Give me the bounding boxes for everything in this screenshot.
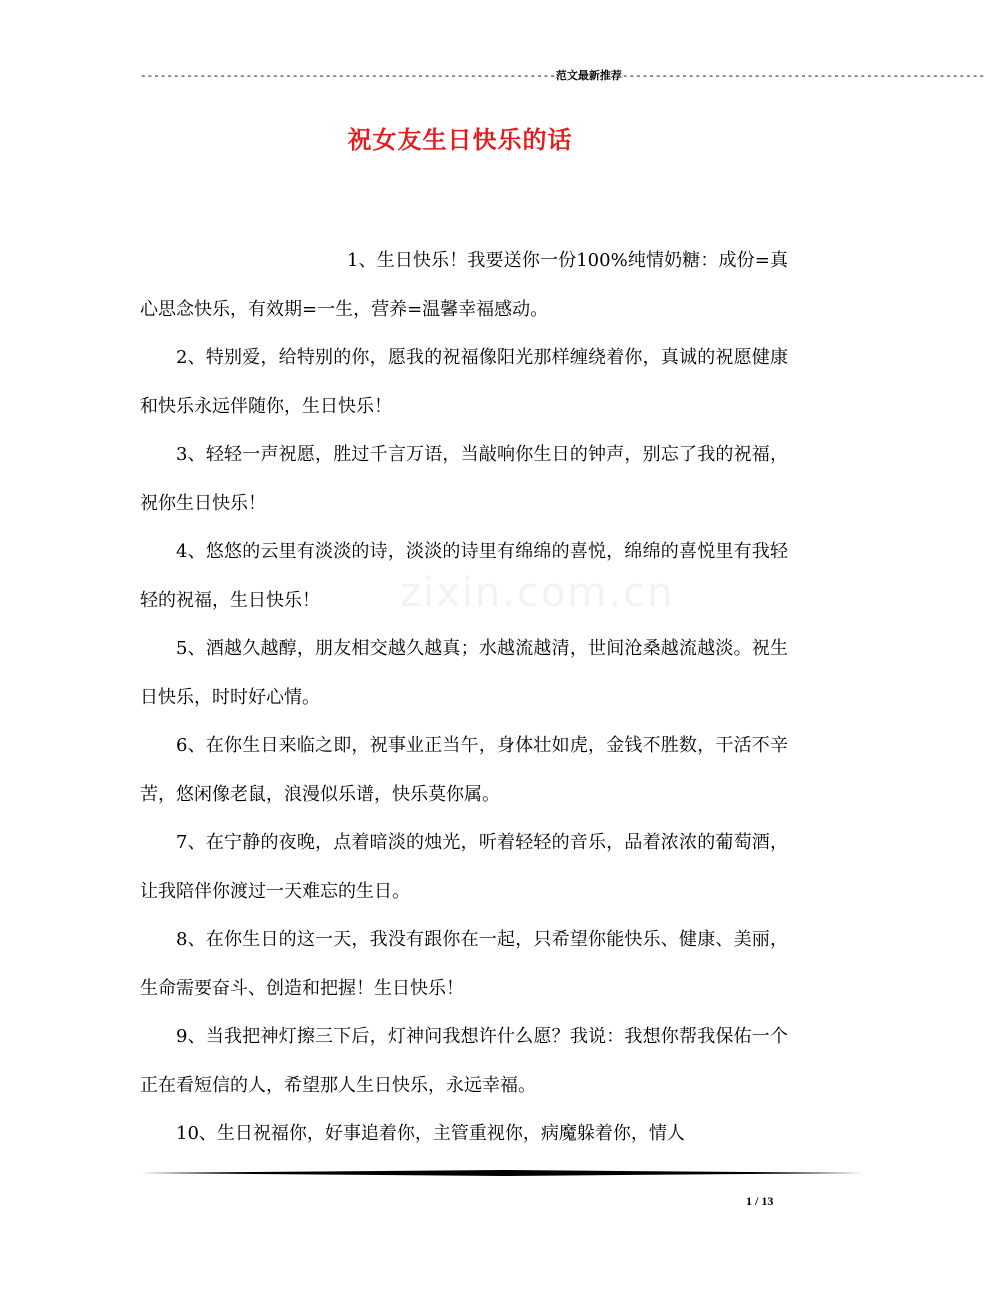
paragraph-3: 3、轻轻一声祝愿，胜过千言万语，当敲响你生日的钟声，别忘了我的祝福，祝你生日快乐！: [140, 444, 788, 514]
watermark: zixin.com.cn: [400, 570, 675, 616]
header-label: 范文最新推荐: [555, 69, 622, 82]
paragraph-2: 2、特别爱，给特别的你，愿我的祝福像阳光那样缠绕着你，真诚的祝愿健康和快乐永远伴随你，生日快乐！: [140, 347, 788, 417]
page-number: 1 / 13: [746, 1194, 774, 1208]
header-dashes-left: ---------------------------------------------------------------: [140, 71, 556, 83]
paragraph-7: 7、在宁静的夜晚，点着暗淡的烛光，听着轻轻的音乐，品着浓浓的葡萄酒，让我陪伴你渡过一天难忘的生日。: [140, 832, 788, 902]
paragraph-6: 6、在你生日来临之即，祝事业正当午，身体壮如虎，金钱不胜数，干活不辛苦，悠闲像老鼠，浪漫似乐谱，快乐莫你属。: [140, 735, 788, 805]
paragraph-10: 10、生日祝福你，好事追着你，主管重视你，病魔躲着你，情人: [176, 1123, 685, 1144]
paragraph-5: 5、酒越久越醇，朋友相交越久越真；水越流越清，世间沧桑越流越淡。祝生日快乐，时时好心情。: [140, 638, 788, 708]
page-header: [140, 68, 985, 85]
document-body: [140, 237, 788, 1159]
footer-divider: [140, 1170, 864, 1176]
document-title: 祝女友生日快乐的话: [347, 125, 573, 154]
paragraph-1: 1、生日快乐！我要送你一份100%纯情奶糖：成份=真心思念快乐，有效期=一生，营养=温馨幸福感动。: [140, 250, 788, 320]
paragraph-4: 4、悠悠的云里有淡淡的诗，淡淡的诗里有绵绵的喜悦，绵绵的喜悦里有我轻轻的祝福，生日快乐！: [140, 541, 788, 611]
paragraph-9: 9、当我把神灯擦三下后，灯神问我想许什么愿？我说：我想你帮我保佑一个正在看短信的人，希望那人生日快乐，永远幸福。: [140, 1026, 788, 1096]
paragraph-8: 8、在你生日的这一天，我没有跟你在一起，只希望你能快乐、健康、美丽，生命需要奋斗、创造和把握！生日快乐！: [140, 929, 788, 999]
header-dashes-right: -------------------------------------------------------: [621, 71, 985, 83]
